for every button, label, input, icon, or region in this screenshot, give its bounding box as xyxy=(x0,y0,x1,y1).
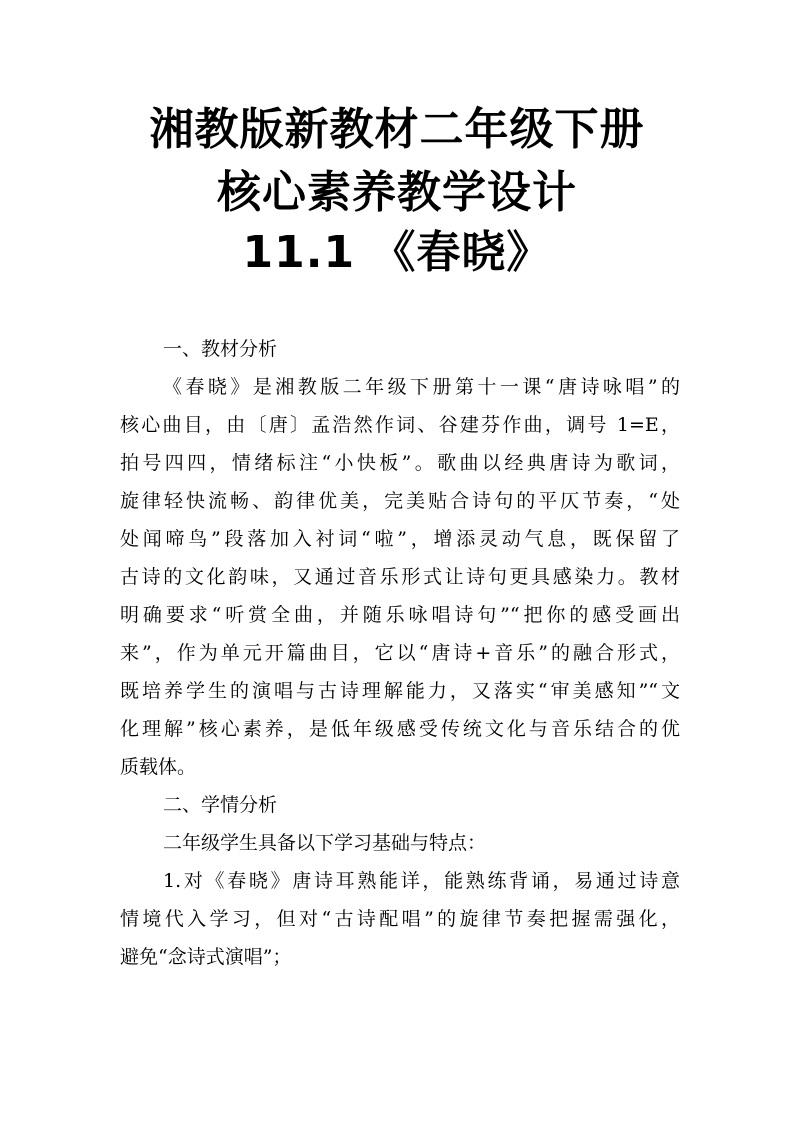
paragraph-line: 来”，作为单元开篇曲目，它以“唐诗+音乐”的融合形式， xyxy=(120,642,680,664)
paragraph-line: 化理解”核心素养，是低年级感受传统文化与音乐结合的优 xyxy=(120,718,680,740)
section-heading-textbook-analysis: 一、教材分析 xyxy=(163,338,278,360)
list-item-line: 1.对《春晓》唐诗耳熟能详，能熟练背诵，易通过诗意 xyxy=(163,870,680,892)
document-title-line-3: 11.1 《春晓》 xyxy=(242,227,552,278)
paragraph-line: 明确要求“听赏全曲，并随乐咏唱诗句”“把你的感受画出 xyxy=(120,604,680,626)
paragraph-intro: 二年级学生具备以下学习基础与特点： xyxy=(163,832,487,854)
list-item-line: 情境代入学习，但对“古诗配唱”的旋律节奏把握需强化， xyxy=(120,908,680,930)
paragraph-line: 旋律轻快流畅、韵律优美，完美贴合诗句的平仄节奏，“处 xyxy=(120,490,680,512)
paragraph-line: 既培养学生的演唱与古诗理解能力，又落实“审美感知”“文 xyxy=(120,680,680,702)
section-heading-learner-analysis: 二、学情分析 xyxy=(163,794,278,816)
paragraph-line: 处闻啼鸟”段落加入衬词“啦”，增添灵动气息，既保留了 xyxy=(120,528,680,550)
paragraph-line: 拍号四四，情绪标注“小快板”。歌曲以经典唐诗为歌词， xyxy=(120,452,680,474)
paragraph-line: 古诗的文化韵味，又通过音乐形式让诗句更具感染力。教材 xyxy=(120,566,680,588)
paragraph-line: 核心曲目，由〔唐〕孟浩然作词、谷建芬作曲，调号 1=E， xyxy=(120,414,680,436)
list-item-line: 避免“念诗式演唱”； xyxy=(120,946,292,968)
document-title-line-2: 核心素养教学设计 xyxy=(217,167,577,218)
paragraph-line: 《春晓》是湘教版二年级下册第十一课“唐诗咏唱”的 xyxy=(163,376,680,398)
document-title-line-1: 湘教版新教材二年级下册 xyxy=(149,104,645,155)
document-body xyxy=(120,330,680,976)
paragraph-line: 质载体。 xyxy=(120,756,197,778)
